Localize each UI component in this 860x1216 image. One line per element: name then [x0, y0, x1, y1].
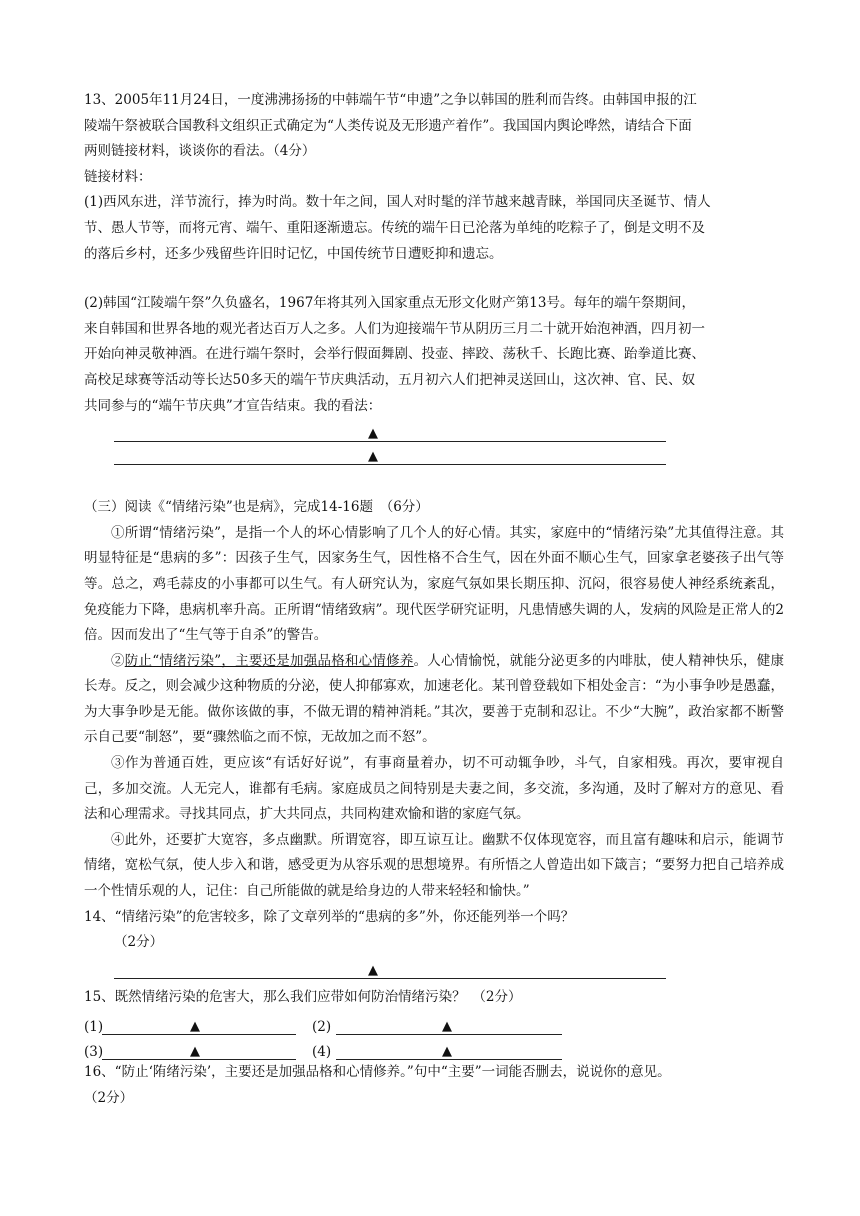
triangle-icon: ▲ [190, 1019, 200, 1035]
q15-label-2: (2) [312, 1019, 332, 1036]
q15-label-3: (3) [84, 1044, 104, 1061]
q15-blank-1[interactable] [102, 1017, 296, 1035]
exam-page [84, 88, 784, 1112]
paragraph-2-number: ② [111, 652, 125, 669]
q15-label-4: (4) [312, 1044, 332, 1061]
triangle-icon: ▲ [368, 962, 378, 978]
q16-points: （2分） [84, 1090, 134, 1106]
answer-line-13a[interactable] [114, 419, 666, 442]
triangle-icon: ▲ [442, 1044, 452, 1060]
material-2-line-4: 高校足球赛等活动等长达50多天的端午节庆典活动，五月初六人们把神灵送回山，这次神、官、民、奴 [84, 371, 696, 388]
material-2-line-2: 来自韩国和世界各地的观光者达百万人之多。人们为迎接端午节从阴历三月二十就开始泡神酒，四月初一 [84, 320, 705, 337]
q14-prompt: 14、“情绪污染”的危害较多，除了文章列举的“患病的多”外，你还能列举一个吗？ [84, 908, 575, 925]
q13-line-1: 13、2005年11月24日，一度沸沸扬扬的中韩端午节“申遗”之争以韩国的胜利而告终。由韩国申报的江 [84, 92, 697, 108]
q13-line-3: 两则链接材料，谈谈你的看法。（4分） [84, 143, 316, 160]
triangle-icon: ▲ [368, 449, 378, 465]
paragraph-1: ①所谓“情绪污染”，是指一个人的坏心情影响了几个人的好心情。其实，家庭中的“情绪污染”尤其值得注意。其明显特征是“患病的多”：因孩子生气，因家务生气，因性格不合生气，因在外面不顺心生气，回家拿老婆孩子出气等等。总之，鸡毛蒜皮的小事都可以生气。有人研究认为，家庭气氛如果长期压抑、沉闷，很容易使人神经系统紊乱，免疫能力下降，患病机率升高。正所谓“情绪致病”。现代医学研究证明，凡患情感失调的人，发病的风险是正常人的2倍。因而发出了“生气等于自杀”的警告。 [84, 524, 784, 644]
material-1-line-1: (1)西风东进，洋节流行，捧为时尚。数十年之间，国人对时髦的洋节越来越青睐，举国同庆圣诞节、情人 [84, 194, 711, 211]
q15-row-1 [84, 1010, 784, 1035]
paragraph-4: ④此外，还要扩大宽容，多点幽默。所谓宽容，即互谅互让。幽默不仅体现宽容，而且富有趣味和启示，能调节情绪，宽松气氛，使人步入和谐，感受更为从容乐观的思想境界。有所悟之人曾造出如下箴言；“要努力把自己培养成一个性情乐观的人，记住：自己所能做的就是给身边的人带来轻轻和愉快。” [84, 831, 784, 900]
q15-blank-2[interactable] [336, 1017, 562, 1035]
triangle-icon: ▲ [368, 426, 378, 442]
answer-line-14[interactable] [114, 956, 666, 979]
triangle-icon: ▲ [190, 1044, 200, 1060]
reading-section [84, 495, 784, 905]
question-15 [84, 985, 784, 1061]
q14-points: （2分） [114, 934, 164, 951]
q15-row-2 [84, 1035, 784, 1060]
triangle-icon: ▲ [442, 1019, 452, 1035]
material-2-line-5: 共同参与的“端午节庆典”才宣告结束。我的看法： [84, 397, 382, 414]
material-2-line-3: 开始向神灵敬神酒。在进行端午祭时，会举行假面舞剧、投壶、摔跤、荡秋千、长跑比赛、跆拳道比赛、 [84, 346, 705, 363]
q15-item-3 [84, 1042, 296, 1060]
material-1-line-3: 的落后乡村，还多少残留些许旧时记忆，中国传统节日遭贬抑和遗忘。 [84, 245, 503, 262]
material-2-line-1: (2)韩国“江陵端午祭”久负盛名，1967年将其列入国家重点无形文化财产第13号。每年的端午祭期间， [84, 295, 695, 312]
q16-prompt: 16、“防止‘陏绪污染’，主要还是加强品格和心情修养。”句中“主要”一词能否删去，说说你的意见。 [84, 1064, 671, 1081]
paragraph-2 [84, 649, 784, 751]
q15-blank-3[interactable] [102, 1042, 296, 1060]
question-14 [84, 905, 784, 979]
q15-item-4 [312, 1042, 562, 1060]
q13-line-2: 陵端午祭被联合国教科文组织正式确定为“人类传说及无形遗产着作”。我国国内舆论哗然，请结合下面 [84, 117, 692, 134]
material-1-line-2: 节、愚人节等，而将元宵、端午、重阳逐渐遗忘。传统的端午日已沦落为单纯的吃粽子了，倒是文明不及 [84, 219, 705, 236]
q15-label-1: (1) [84, 1019, 104, 1036]
q15-blank-4[interactable] [336, 1042, 562, 1060]
q15-item-1 [84, 1017, 296, 1035]
q15-prompt: 15、既然情绪污染的危害大，那么我们应带如何防治情绪污染？ （2分） [84, 988, 522, 1005]
paragraph-2-rest: 。人心情愉悦，就能分泌更多的内啡肽，使人精神快乐，健康长寿。反之，则会减少这种物质的分泌，使人抑郁寡欢，加速老化。某刊曾登载如下相处金言：“为小事争吵是愚蠢，为大事争吵是无能。做你该做的事，不做无谓的精神消耗。”其次，要善于克制和忍让。不少“大腕”，政治家都不断警示自己要“制怒”，要“骤然临之而不惊，无故加之而不怒”。 [84, 652, 784, 746]
answer-line-13b[interactable] [114, 442, 666, 465]
link-material-label: 链接材料： [84, 168, 152, 185]
section-heading: （三）阅读《“情绪污染”也是病》，完成14-16题 （6分） [84, 499, 429, 516]
q15-item-2 [312, 1017, 562, 1035]
underlined-sentence: 防止“情绪污染”，主要还是加强品格和心情修养 [124, 652, 414, 669]
question-16 [84, 1060, 784, 1111]
question-13 [84, 88, 784, 465]
paragraph-3: ③作为普通百姓，更应该“有话好好说”，有事商量着办，切不可动辄争吵，斗气，自家相残。再次，要审视自己，多加交流。人无完人，谁都有毛病。家庭成员之间特别是夫妻之间，多交流，多沟通，及时了解对方的意见、看法和心理需求。寻找其同点，扩大共同点，共同构建欢愉和谐的家庭气氛。 [84, 755, 784, 823]
